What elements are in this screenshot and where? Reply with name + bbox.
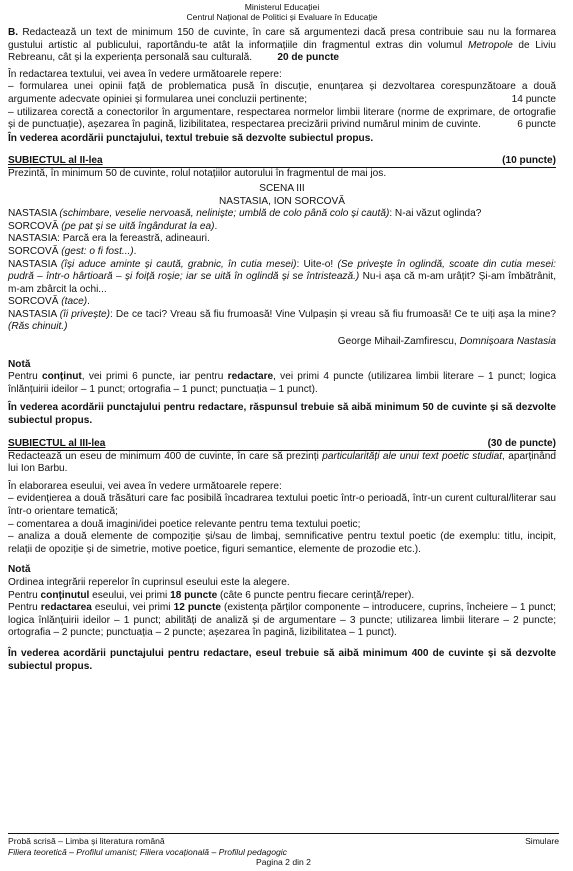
stage-direction: (pe pat și se uită îngândurat la ea) [61, 220, 215, 232]
stage-direction: (Răs chinuit.) [8, 321, 68, 333]
dialogue-line [8, 233, 556, 246]
part-b-req2: – utilizarea corectă a conectorilor în argumentare, respectarea normelor limbii literare (norme de exprimare, de ortografie și de punctuație), așezarea în pagină, lizibilitatea, respectarea precizării privind numărul minim de cuvinte. [8, 106, 556, 131]
part-b-text2: de Liviu Rebreanu, cât și la experiența personală sau culturală. [8, 39, 556, 64]
scene-characters: NASTASIA, ION SORCOVĂ [218, 195, 345, 207]
section-3-req2: – comentarea a două imagini/idei poetice relevante pentru tema textului poetic; [8, 518, 361, 530]
speaker-name: NASTASIA [8, 308, 60, 320]
dialogue-line [8, 208, 556, 221]
footer-page-number: Pagina 2 din 2 [256, 857, 311, 867]
page-header [8, 0, 556, 22]
page-footer [8, 833, 559, 868]
c1c: eseului, vei primi [89, 589, 171, 601]
section-2-task: Prezintă, în minimum 50 de cuvinte, rolul notațiilor autorului în fragmentul de mai jos. [8, 168, 387, 180]
r1a: Pentru [8, 602, 41, 614]
dialogue-line [8, 246, 556, 259]
dialogue-line [8, 259, 556, 297]
book-title: Metropole [467, 39, 513, 51]
speaker-name: SORCOVĂ [8, 220, 62, 232]
stage-direction: (Se privește în oglindă, scoate din cutia mesei: pudră – într-o hârtioară – și foiță roșie; iar se uită în oglindă și se întristează.) [8, 258, 556, 283]
section-3-content-points [8, 590, 556, 603]
s3a: Redactează un eseu de minimum 400 de cuvinte, în care să prezinți [8, 450, 323, 462]
dialogue [8, 208, 556, 334]
speaker-name: SORCOVĂ [8, 245, 62, 257]
stage-direction: (îi privește) [59, 308, 110, 320]
part-b-req2-points: 6 puncte [517, 119, 556, 131]
n2d: redactare [227, 371, 274, 383]
line-text: . [214, 220, 218, 232]
speaker-name: SORCOVĂ [8, 296, 62, 308]
speaker-name: NASTASIA [8, 258, 61, 270]
c1d: 18 puncte [170, 589, 218, 601]
part-b-text1: Redactează un text de minimum 150 de cuvinte, în care să argumentezi dacă presa contribuie sau nu la formarea gustului artistic al publicului, raportându-te atât la informațiile din fragmentul extras din volumul [8, 27, 556, 51]
section-2-note [8, 371, 556, 396]
n2a: Pentru [8, 371, 42, 383]
section-3-intro: În elaborarea eseului, vei avea în vedere următoarele repere: [8, 480, 282, 492]
line-text: : Uite-o! [296, 258, 338, 270]
footer-exam: Probă scrisă – Limba și literatura română [8, 836, 165, 846]
section-3-points: (30 de puncte) [487, 437, 556, 449]
ministry-name: Ministerul Educației [244, 2, 320, 12]
dialogue-line [8, 309, 556, 334]
source-work: Domnișoara Nastasia [459, 336, 556, 348]
c1b: conținutul [40, 589, 90, 601]
part-b-letter: B. [8, 27, 19, 38]
section-3-req3: – analiza a două elemente de compoziție și/sau de limbaj, semnificative pentru textul poetic (de exemplu: titlu, incipit, relații de opoziție și de simetrie, motive poetice, figuri semantice, elemente de prozodie etc.). [8, 531, 556, 555]
stage-direction: (își aduce aminte și caută, grabnic, în cutia mesei) [60, 258, 297, 270]
section-2-note-title: Notă [8, 358, 31, 370]
part-b-intro: În redactarea textului, vei avea în vedere următoarele repere: [8, 68, 282, 80]
exam-page [8, 0, 556, 673]
c1e: (câte 6 puncte pentru fiecare cerință/reper). [217, 589, 415, 601]
line-text: Parcă era la fereastră, adineauri. [62, 233, 210, 245]
r1c: eseului, vei primi [91, 602, 174, 614]
source-author: George Mihail-Zamfirescu, [337, 336, 460, 348]
section-3-note-title: Notă [8, 564, 31, 576]
n2b: conținut [41, 371, 82, 383]
dialogue-line [8, 296, 556, 309]
section-2-final-note: În vederea acordării punctajului pentru redactare, răspunsul trebuie să aibă minimum 50 de cuvinte și să dezvolte subiectul propus. [8, 402, 556, 427]
section-3-order-note: Ordinea integrării reperelor în cuprinsul eseului este la alegere. [8, 576, 290, 588]
r1e: (existența părților componente – introducere, cuprins, încheiere – 1 punct; logica înlănțuirii ideilor – 1 punct; abilități de analiză și de argumentare – 3 puncte; utilizarea limbii literare – 2 puncte; ortografia – 2 puncte; punctuația – 2 puncte; așezarea în pagină, lizibilitatea – 1 punct). [8, 602, 556, 639]
speaker-name: NASTASIA [8, 208, 60, 220]
n2e: , vei primi 4 puncte (utilizarea limbii literare – 1 punct; logica înlănțuirii ideilor – 1 punct; ortografia – 1 punct; punctuația – 1 punct). [8, 371, 556, 395]
section-3-task [8, 451, 556, 476]
scene-label: SCENA III [259, 182, 305, 194]
r1b: redactarea [40, 602, 92, 614]
section-2-heading [8, 155, 556, 168]
speaker-name: NASTASIA: [8, 233, 63, 245]
section-2-title: SUBIECTUL al II-lea [8, 155, 103, 167]
line-text: : N-ai văzut oglinda? [389, 208, 482, 220]
stage-direction: (schimbare, veselie nervoasă, neliniște; umblă de colo până colo și caută) [59, 208, 390, 220]
part-b-note: În vederea acordării punctajului, textul trebuie să dezvolte subiectul propus. [8, 132, 374, 144]
part-b-task [8, 27, 556, 65]
s3b: particularități ale unui text poetic studiat [322, 450, 503, 462]
center-name: Centrul Național de Politici și Evaluare în Educație [186, 12, 378, 22]
stage-direction: (tace) [61, 296, 88, 308]
section-3-writing-points [8, 602, 556, 640]
section-3-title: SUBIECTUL al III-lea [8, 437, 106, 449]
part-b-req1-text: – formularea unei opinii față de problematica pusă în discuție, enunțarea și dezvoltarea corespunzătoare a două argumente adecvate opiniei și formularea unei concluzii pertinente; [8, 81, 556, 105]
n2c: , vei primi 6 puncte, iar pentru [81, 371, 228, 383]
section-3-req1: – evidențierea a două trăsături care fac posibilă încadrarea textului poetic într-o perioadă, într-un curent cultural/literar sau într-o orientare tematică; [8, 493, 556, 517]
source-citation [8, 336, 556, 349]
footer-simulation: Simulare [525, 836, 559, 846]
section-3-heading [8, 438, 556, 451]
r1d: 12 puncte [173, 602, 221, 614]
c1a: Pentru [8, 589, 41, 601]
footer-profile: Filiera teoretică – Profilul umanist; Filiera vocațională – Profilul pedagogic [8, 846, 287, 857]
section-3-final-note: În vederea acordării punctajului pentru redactare, eseul trebuie să aibă minimum 400 de cuvinte și să dezvolte subiectul propus. [8, 647, 556, 672]
dialogue-line [8, 221, 556, 234]
section-2-points: (10 puncte) [502, 155, 556, 167]
line-text: Nu-i așa că m-am urâțit? Și-am îmbătrânit, m-am zbârcit la ochi... [8, 271, 556, 295]
line-text: . [87, 296, 90, 308]
line-text: . [133, 245, 137, 257]
part-b-points: 20 de puncte [277, 52, 340, 64]
s3c: , aparținând lui Ion Barbu. [8, 450, 556, 475]
stage-direction: (gest: o fi fost...) [61, 245, 134, 257]
line-text: : De ce taci? Vreau să fiu frumoasă! Vine Vulpașin și vreau să fiu frumoasă! Ce te uiți așa la mine? [110, 308, 556, 320]
part-b-req1-points: 14 puncte [511, 93, 556, 105]
